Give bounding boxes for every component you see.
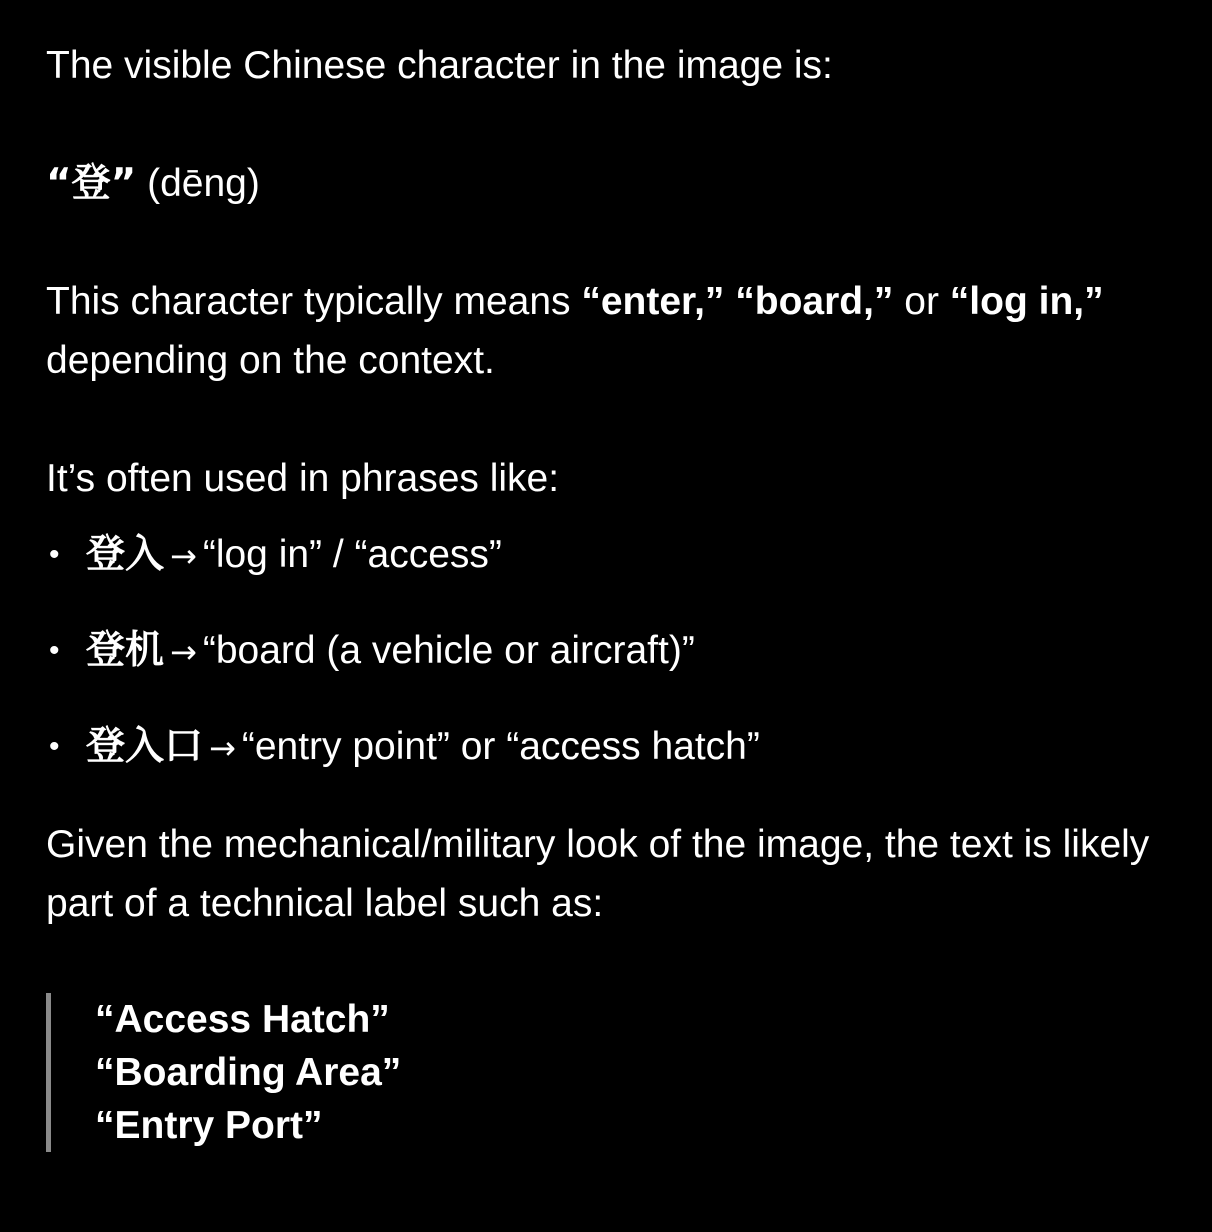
context-paragraph: Given the mechanical/military look of the image, the text is likely part of a technical label such as: bbox=[46, 823, 1150, 925]
character-pinyin: (dēng) bbox=[136, 162, 260, 205]
character-line bbox=[46, 154, 1166, 213]
label-item: “Access Hatch” bbox=[95, 998, 390, 1041]
label-item: “Entry Port” bbox=[95, 1104, 323, 1147]
phrase-chinese: 登入 bbox=[86, 532, 165, 577]
bullet-icon: • bbox=[49, 634, 60, 667]
arrow-right-icon: → bbox=[170, 537, 197, 575]
arrow-right-icon: → bbox=[209, 729, 236, 767]
phrase-english: “board (a vehicle or aircraft)” bbox=[202, 629, 695, 672]
phrase-list bbox=[46, 525, 1166, 776]
phrase-english: “entry point” or “access hatch” bbox=[241, 725, 760, 768]
phrases-intro: It’s often used in phrases like: bbox=[46, 457, 560, 500]
meaning-board: “board,” bbox=[735, 280, 894, 323]
phrase-chinese: 登入口 bbox=[86, 724, 204, 769]
intro-text: The visible Chinese character in the image is: bbox=[46, 44, 833, 87]
character-glyph: “登” bbox=[46, 161, 137, 206]
meaning-enter: “enter,” bbox=[581, 280, 725, 323]
arrow-right-icon: → bbox=[170, 633, 197, 671]
list-item bbox=[46, 717, 1166, 776]
phrase-chinese: 登机 bbox=[86, 628, 165, 673]
meaning-or: or bbox=[893, 280, 950, 323]
label-item: “Boarding Area” bbox=[95, 1051, 402, 1094]
meaning-suffix: depending on the context. bbox=[46, 339, 495, 382]
meaning-login: “log in,” bbox=[949, 280, 1104, 323]
bullet-icon: • bbox=[49, 538, 60, 571]
bullet-icon: • bbox=[49, 730, 60, 763]
list-item bbox=[46, 621, 1166, 680]
message-content bbox=[46, 36, 1166, 1152]
meaning-prefix: This character typically means bbox=[46, 280, 582, 323]
meaning-paragraph bbox=[46, 272, 1166, 390]
label-blockquote bbox=[46, 993, 1166, 1152]
phrase-english: “log in” / “access” bbox=[202, 533, 502, 576]
list-item bbox=[46, 525, 1166, 584]
